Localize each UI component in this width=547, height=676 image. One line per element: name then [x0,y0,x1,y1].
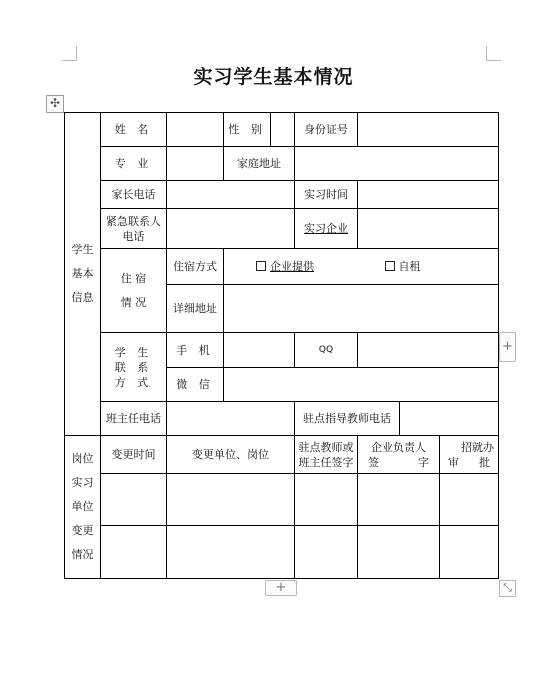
home-address-cell[interactable] [295,147,499,181]
id-number-label: 身份证号 [295,113,358,147]
qq-label: QQ [295,333,358,368]
resident-teacher-phone-label: 驻点指导教师电话 [295,402,400,436]
housing-option-company[interactable]: 企业提供 [226,259,381,274]
table-row [65,474,499,526]
student-contact-label: 学 生 联 系 方 式 [101,333,167,402]
housing-label: 住 宿 情 况 [101,249,167,333]
student-info-form-table [64,112,499,579]
table-row [65,402,499,436]
housing-option-rent[interactable]: 自租 [385,260,421,273]
table-resize-handle-icon[interactable]: ⤡ [499,580,516,597]
head-teacher-phone-label: 班主任电话 [101,402,167,436]
teacher-signature-cell[interactable] [295,526,358,579]
checkbox-company-provided[interactable] [256,261,266,271]
home-address-label: 家庭地址 [224,147,295,181]
change-time-cell[interactable] [101,474,167,526]
qq-cell[interactable] [358,333,499,368]
table-row [65,333,499,368]
teacher-signature-header: 驻点教师或 班主任签字 [295,436,358,474]
mobile-cell[interactable] [224,333,295,368]
housing-type-label: 住宿方式 [167,249,224,285]
page-corner-mark-top-right [486,46,501,61]
major-cell[interactable] [167,147,224,181]
id-number-cell[interactable] [358,113,499,147]
table-row [65,436,499,474]
parent-phone-cell[interactable] [167,181,295,209]
document-title: 实习学生基本情况 [193,66,354,88]
checkbox-self-rent[interactable] [385,261,395,271]
add-column-button[interactable]: + [499,332,516,362]
admission-approval-cell[interactable] [440,526,499,579]
emergency-contact-label: 紧急联系人 电话 [101,209,167,249]
change-unit-cell[interactable] [167,526,295,579]
name-label: 姓 名 [101,113,167,147]
internship-time-cell[interactable] [358,181,499,209]
table-row [65,249,499,285]
table-row [65,209,499,249]
company-lead-signature-cell[interactable] [358,474,440,526]
emergency-contact-cell[interactable] [167,209,295,249]
change-time-cell[interactable] [101,526,167,579]
placement-change-group-label: 岗位实习单位变更情况 [65,436,101,579]
table-row [65,147,499,181]
table-row [65,526,499,579]
gender-label: 性 别 [224,113,271,147]
wechat-cell[interactable] [224,368,499,402]
wechat-label: 微 信 [167,368,224,402]
parent-phone-label: 家长电话 [101,181,167,209]
internship-company-cell[interactable] [358,209,499,249]
internship-time-label: 实习时间 [295,181,358,209]
company-lead-signature-cell[interactable] [358,526,440,579]
page-corner-mark-top-left [62,46,77,61]
mobile-label: 手 机 [167,333,224,368]
add-row-button[interactable]: + [265,580,297,596]
student-info-group-label: 学生基本信息 [65,113,101,436]
change-time-header: 变更时间 [101,436,167,474]
detail-address-cell[interactable] [224,285,499,333]
change-unit-header: 变更单位、岗位 [167,436,295,474]
teacher-signature-cell[interactable] [295,474,358,526]
table-move-handle-icon[interactable]: ✣ [46,95,64,113]
detail-address-label: 详细地址 [167,285,224,333]
gender-cell[interactable] [271,113,295,147]
admission-office-approval-header: 招就办 审 批 [440,436,499,474]
internship-company-label: 实习企业 [295,209,358,249]
company-lead-signature-header: 企业负责人 签 字 [358,436,440,474]
resident-teacher-phone-cell[interactable] [400,402,499,436]
admission-approval-cell[interactable] [440,474,499,526]
major-label: 专 业 [101,147,167,181]
name-cell[interactable] [167,113,224,147]
head-teacher-phone-cell[interactable] [167,402,295,436]
housing-type-options [224,249,499,285]
change-unit-cell[interactable] [167,474,295,526]
table-row [65,181,499,209]
table-row [65,113,499,147]
